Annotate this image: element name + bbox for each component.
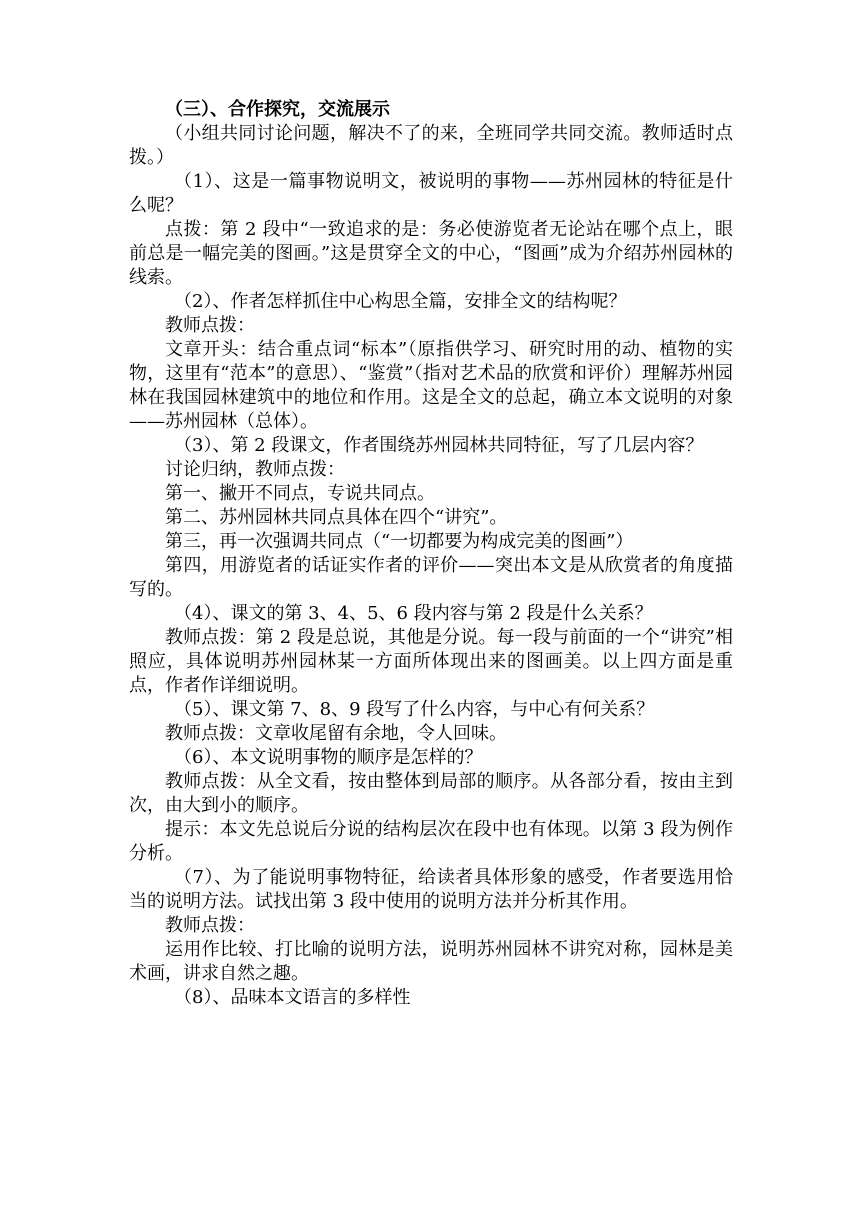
question-8: （8）、品味本文语言的多样性 [174,987,411,1008]
question-7: （7）、为了能说明事物特征，给读者具体形象的感受，作者要选用恰当的说明方法。试找出第 3 段中使用的说明方法并分析其作用。 [129,867,733,912]
intro-paragraph: （小组共同讨论问题，解决不了的来，全班同学共同交流。教师适时点拨。） [129,123,733,168]
answer-7: 运用作比较、打比喻的说明方法，说明苏州园林不讲究对称，园林是美术画，讲求自然之趣。 [129,939,733,984]
point-1: 第一、撇开不同点，专说共同点。 [165,483,435,504]
question-2: （2）、作者怎样抓住中心构思全篇，安排全文的结构呢？ [174,291,627,312]
question-5: （5）、课文第 7、8、9 段写了什么内容，与中心有何关系？ [174,699,655,720]
teacher-guide-label-2: 教师点拨： [165,915,255,936]
point-3: 第三，再一次强调共同点（“一切都要为构成完美的图画”） [165,531,634,552]
answer-4: 教师点拨：第 2 段是总说，其他是分说。每一段与前面的一个“讲究”相照应，具体说明苏州园林某一方面所体现出来的图画美。以上四方面是重点，作者作详细说明。 [129,627,733,696]
discussion-label: 讨论归纳，教师点拨： [165,459,345,480]
section-heading: （三）、合作探究，交流展示 [165,99,390,120]
teacher-guide-label: 教师点拨： [165,315,255,336]
question-4: （4）、课文的第 3、4、5、6 段内容与第 2 段是什么关系？ [174,603,653,624]
question-3: （3）、第 2 段课文，作者围绕苏州园林共同特征，写了几层内容？ [174,435,704,456]
answer-1: 点拨：第 2 段中“一致追求的是：务必使游览者无论站在哪个点上，眼前总是一幅完美的图画。”这是贯穿全文的中心，“图画”成为介绍苏州园林的线索。 [129,219,733,288]
question-6: （6）、本文说明事物的顺序是怎样的？ [174,747,483,768]
question-1: （1）、这是一篇事物说明文，被说明的事物——苏州园林的特征是什么呢？ [129,171,733,216]
answer-6: 教师点拨：从全文看，按由整体到局部的顺序。从各部分看，按由主到次，由大到小的顺序。 [129,771,733,816]
hint-paragraph: 提示：本文先总说后分说的结构层次在段中也有体现。以第 3 段为例作分析。 [129,819,733,864]
document-body [129,98,733,1010]
answer-5: 教师点拨：文章收尾留有余地，令人回味。 [165,723,507,744]
answer-2: 文章开头：结合重点词“标本”（原指供学习、研究时用的动、植物的实物，这里有“范本”的意思）、“鉴赏”（指对艺术品的欣赏和评价）理解苏州园林在我国园林建筑中的地位和作用。这是全文的总起，确立本文说明的对象——苏州园林（总体）。 [129,339,733,432]
point-4: 第四，用游览者的话证实作者的评价——突出本文是从欣赏者的角度描写的。 [129,555,733,600]
point-2: 第二、苏州园林共同点具体在四个“讲究”。 [165,507,508,528]
